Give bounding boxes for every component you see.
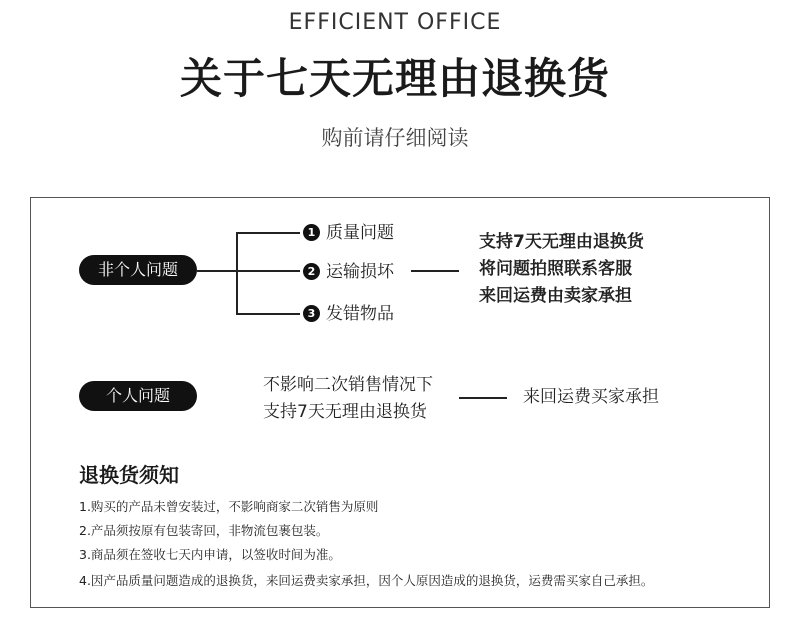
number-3-icon: 3 — [303, 305, 320, 322]
personal-condition-2: 支持7天无理由退换货 — [263, 402, 427, 422]
page-title: 关于七天无理由退换货 — [179, 54, 610, 103]
note-item: 4.因产品质量问题造成的退换货，来回运费卖家承担，因个人原因造成的退换货，运费需买家自己承担。 — [79, 573, 654, 588]
notes-title: 退换货须知 — [79, 463, 179, 487]
non-personal-result-1: 支持7天无理由退换货 — [479, 232, 644, 252]
personal-result: 来回运费买家承担 — [523, 387, 659, 407]
bracket-vertical — [236, 232, 238, 314]
result-connector — [411, 270, 459, 272]
non-personal-label: 非个人问题 — [79, 255, 197, 285]
personal-label: 个人问题 — [79, 381, 197, 411]
connector-line — [197, 270, 237, 272]
subtitle-chinese: 购前请仔细阅读 — [321, 126, 469, 150]
issue-wrong-item: 发错物品 — [326, 304, 394, 324]
non-personal-result-3: 来回运费由卖家承担 — [479, 286, 632, 306]
note-item: 1.购买的产品未曾安装过，不影响商家二次销售为原则 — [79, 499, 379, 514]
issue-quality: 质量问题 — [326, 223, 394, 243]
number-2-icon: 2 — [303, 263, 320, 280]
number-1-icon: 1 — [303, 224, 320, 241]
non-personal-result-2: 将问题拍照联系客服 — [479, 259, 632, 279]
bracket-branch-2 — [236, 270, 300, 272]
personal-condition-1: 不影响二次销售情况下 — [263, 375, 433, 395]
subtitle-english: EFFICIENT OFFICE — [288, 10, 502, 35]
note-item: 2.产品须按原有包装寄回，非物流包裹包装。 — [79, 523, 329, 538]
bracket-branch-1 — [236, 232, 300, 234]
note-item: 3.商品须在签收七天内申请，以签收时间为准。 — [79, 547, 341, 562]
issue-transport: 运输损坏 — [326, 262, 394, 282]
personal-connector — [459, 397, 507, 399]
bracket-branch-3 — [236, 313, 300, 315]
